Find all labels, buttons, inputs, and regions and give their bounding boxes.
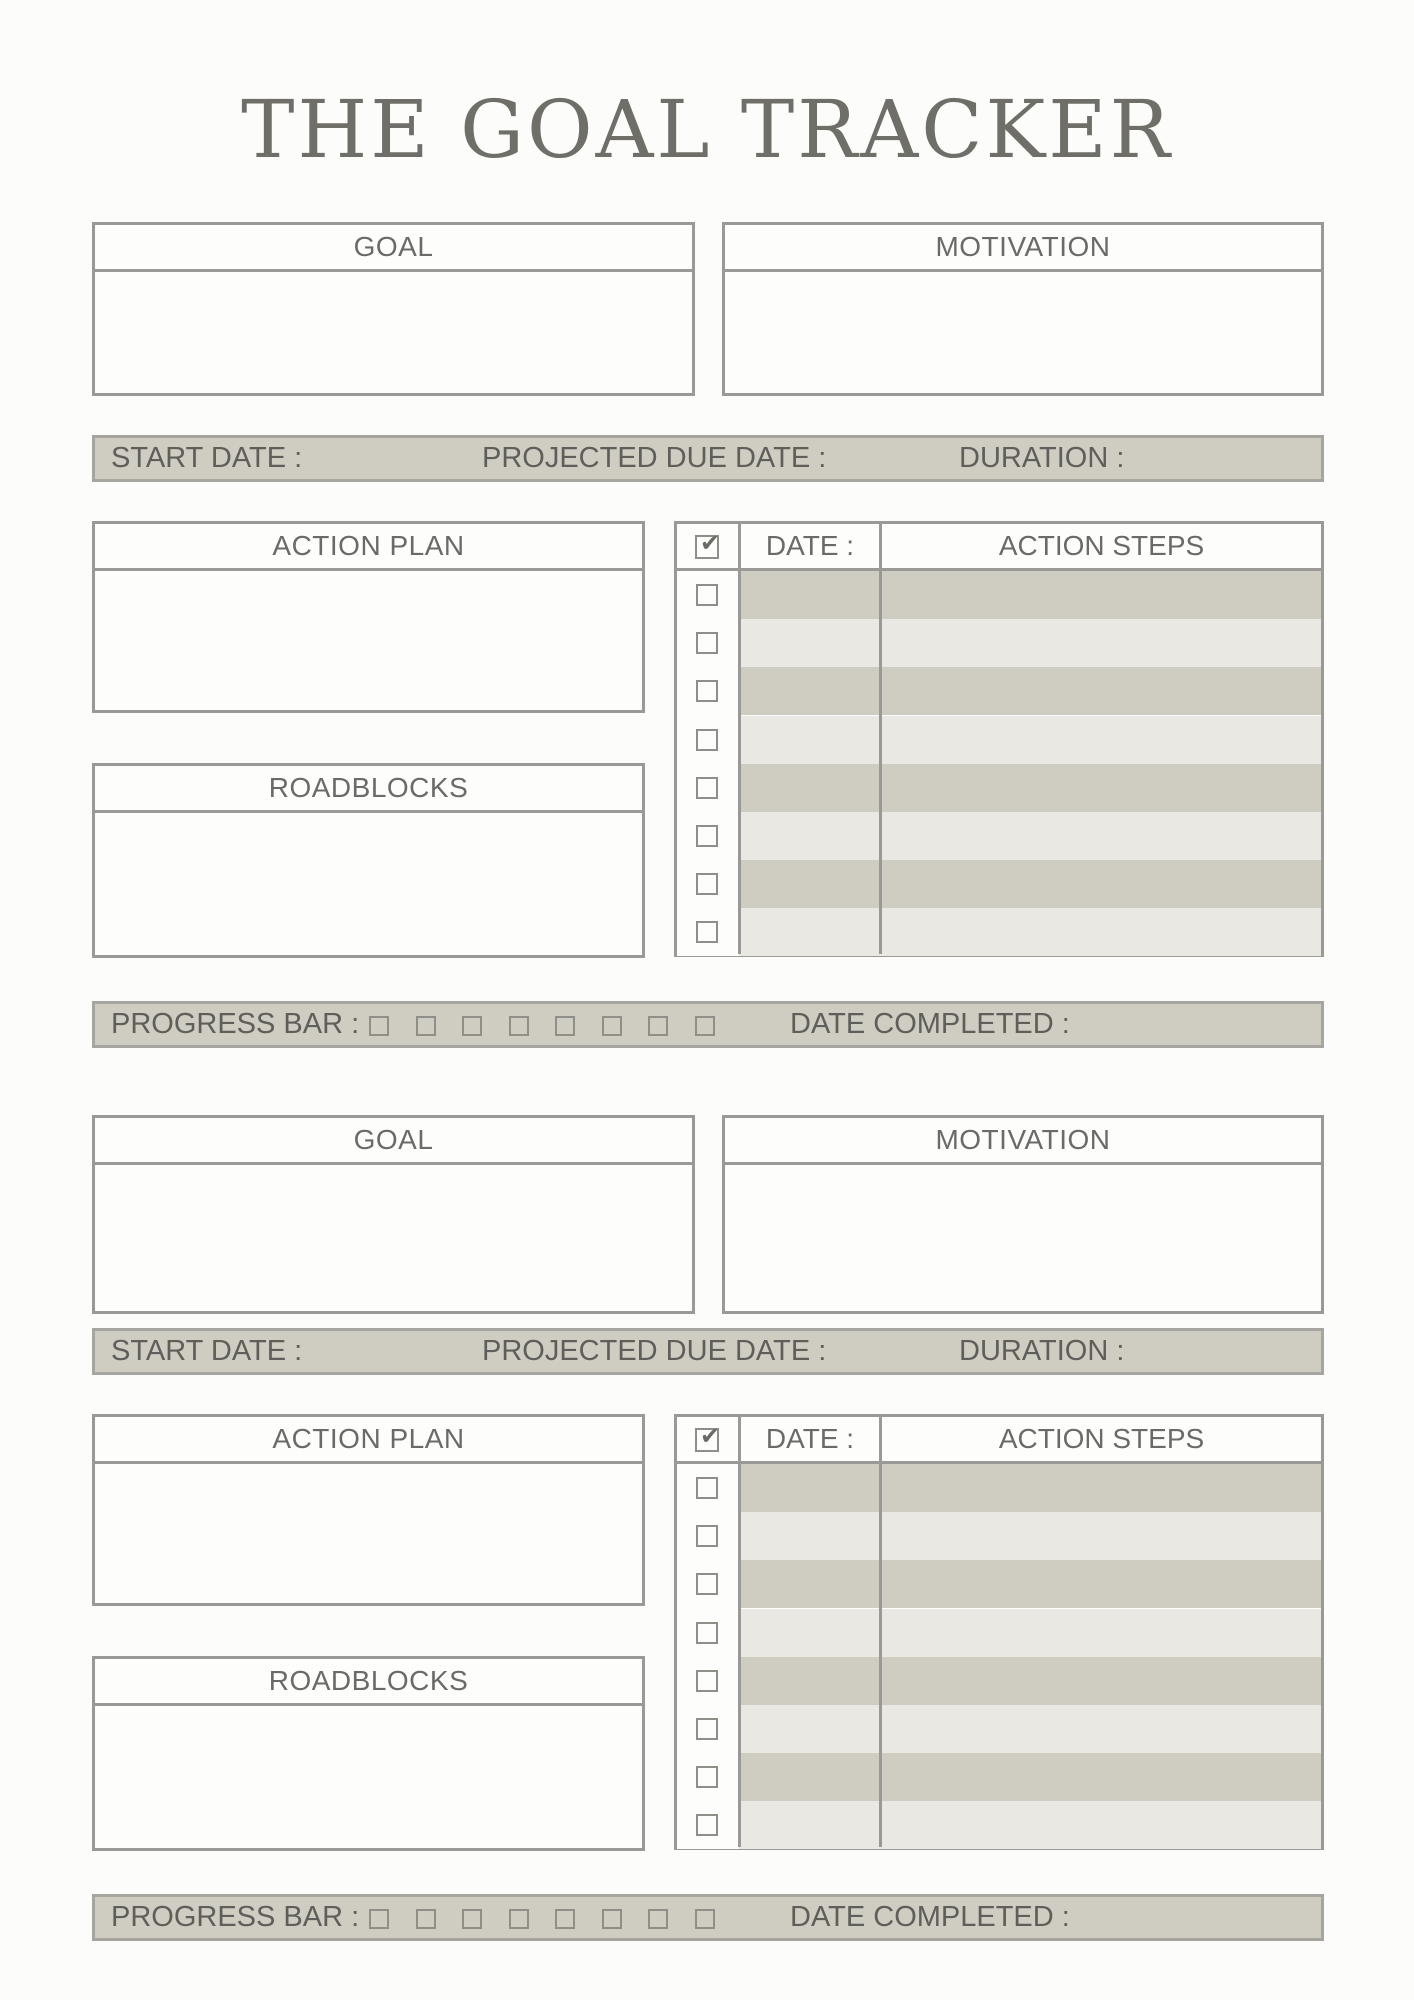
progress-checkbox[interactable]	[648, 1016, 668, 1036]
roadblocks-box[interactable]	[92, 1656, 645, 1851]
step-checkbox[interactable]	[696, 1622, 718, 1644]
checkbox-cell	[677, 571, 739, 619]
step-checkbox[interactable]	[696, 680, 718, 702]
checkbox-cell	[677, 860, 739, 908]
table-row[interactable]	[677, 1705, 1321, 1753]
table-row[interactable]	[677, 812, 1321, 860]
motivation-header: MOTIVATION	[725, 225, 1321, 272]
checkbox-cell	[677, 812, 739, 860]
checkmark-icon: ✔	[700, 1422, 721, 1450]
action-steps-column-header: ACTION STEPS	[998, 530, 1205, 561]
checkbox-cell	[677, 1801, 739, 1849]
projected-due-date-label: PROJECTED DUE DATE :	[482, 442, 827, 474]
roadblocks-header: ROADBLOCKS	[95, 1659, 642, 1706]
progress-checkbox[interactable]	[648, 1909, 668, 1929]
table-row[interactable]	[677, 667, 1321, 715]
table-row[interactable]	[677, 1657, 1321, 1705]
table-row[interactable]	[677, 571, 1321, 619]
step-checkbox[interactable]	[696, 1573, 718, 1595]
checkmark-icon: ✔	[700, 529, 721, 557]
checkbox-cell	[677, 667, 739, 715]
progress-checkbox[interactable]	[555, 1016, 575, 1036]
checked-box-icon	[695, 1422, 721, 1452]
progress-bar-row	[92, 1894, 1324, 1941]
dates-bar	[92, 1328, 1324, 1375]
motivation-box[interactable]	[722, 1115, 1324, 1314]
progress-checkbox[interactable]	[509, 1016, 529, 1036]
duration-label: DURATION :	[959, 442, 1125, 474]
table-header	[677, 524, 1321, 571]
table-row[interactable]	[677, 1801, 1321, 1849]
table-row[interactable]	[677, 764, 1321, 812]
table-row[interactable]	[677, 619, 1321, 667]
table-row[interactable]	[677, 1609, 1321, 1657]
checkbox-cell	[677, 908, 739, 956]
progress-bar-label: PROGRESS BAR :	[111, 1901, 360, 1933]
table-row[interactable]	[677, 860, 1321, 908]
action-plan-header: ACTION PLAN	[95, 1417, 642, 1464]
checkbox-cell	[677, 1753, 739, 1801]
progress-checkbox[interactable]	[416, 1016, 436, 1036]
column-divider	[738, 1417, 741, 1847]
checkbox-cell	[677, 619, 739, 667]
projected-due-date-label: PROJECTED DUE DATE :	[482, 1335, 827, 1367]
goal-header: GOAL	[95, 1118, 692, 1165]
step-checkbox[interactable]	[696, 584, 718, 606]
step-checkbox[interactable]	[696, 873, 718, 895]
step-checkbox[interactable]	[696, 921, 718, 943]
motivation-header: MOTIVATION	[725, 1118, 1321, 1165]
checkbox-cell	[677, 1705, 739, 1753]
goal-header: GOAL	[95, 225, 692, 272]
action-plan-box[interactable]	[92, 521, 645, 713]
action-steps-column-header: ACTION STEPS	[998, 1423, 1205, 1454]
checkbox-cell	[677, 764, 739, 812]
checkbox-cell	[677, 1657, 739, 1705]
step-checkbox[interactable]	[696, 825, 718, 847]
action-steps-table	[674, 1414, 1324, 1850]
step-checkbox[interactable]	[696, 632, 718, 654]
table-row[interactable]	[677, 1464, 1321, 1512]
start-date-label: START DATE :	[111, 442, 303, 474]
progress-checkbox[interactable]	[695, 1909, 715, 1929]
progress-checkbox[interactable]	[369, 1909, 389, 1929]
duration-label: DURATION :	[959, 1335, 1125, 1367]
progress-checkbox[interactable]	[462, 1909, 482, 1929]
goal-box[interactable]	[92, 222, 695, 396]
progress-checkbox[interactable]	[509, 1909, 529, 1929]
dates-bar	[92, 435, 1324, 482]
step-checkbox[interactable]	[696, 1477, 718, 1499]
date-completed-label: DATE COMPLETED :	[790, 1901, 1070, 1933]
progress-checkbox[interactable]	[695, 1016, 715, 1036]
step-checkbox[interactable]	[696, 1766, 718, 1788]
action-plan-box[interactable]	[92, 1414, 645, 1606]
checkbox-cell	[677, 1560, 739, 1608]
checkbox-cell	[677, 1464, 739, 1512]
step-checkbox[interactable]	[696, 729, 718, 751]
checked-box-icon	[695, 529, 721, 559]
roadblocks-box[interactable]	[92, 763, 645, 958]
step-checkbox[interactable]	[696, 1525, 718, 1547]
table-row[interactable]	[677, 716, 1321, 764]
checkbox-cell	[677, 1512, 739, 1560]
column-divider	[738, 524, 741, 954]
action-steps-table	[674, 521, 1324, 957]
table-row[interactable]	[677, 1753, 1321, 1801]
progress-checkbox[interactable]	[462, 1016, 482, 1036]
page-title: THE GOAL TRACKER	[241, 83, 1173, 176]
table-row[interactable]	[677, 1560, 1321, 1608]
checkbox-cell	[677, 716, 739, 764]
step-checkbox[interactable]	[696, 777, 718, 799]
date-column-header: DATE :	[765, 530, 855, 561]
progress-bar-label: PROGRESS BAR :	[111, 1008, 360, 1040]
table-header	[677, 1417, 1321, 1464]
progress-bar-row	[92, 1001, 1324, 1048]
column-divider	[879, 1417, 882, 1847]
column-divider	[879, 524, 882, 954]
action-plan-header: ACTION PLAN	[95, 524, 642, 571]
date-column-header: DATE :	[765, 1423, 855, 1454]
progress-checkbox[interactable]	[602, 1909, 622, 1929]
motivation-box[interactable]	[722, 222, 1324, 396]
step-checkbox[interactable]	[696, 1670, 718, 1692]
step-checkbox[interactable]	[696, 1814, 718, 1836]
start-date-label: START DATE :	[111, 1335, 303, 1367]
roadblocks-header: ROADBLOCKS	[95, 766, 642, 813]
progress-checkbox[interactable]	[602, 1016, 622, 1036]
goal-box[interactable]	[92, 1115, 695, 1314]
step-checkbox[interactable]	[696, 1718, 718, 1740]
date-completed-label: DATE COMPLETED :	[790, 1008, 1070, 1040]
table-row[interactable]	[677, 908, 1321, 956]
progress-checkbox[interactable]	[369, 1016, 389, 1036]
table-row[interactable]	[677, 1512, 1321, 1560]
progress-checkbox[interactable]	[555, 1909, 575, 1929]
progress-checkbox[interactable]	[416, 1909, 436, 1929]
checkbox-cell	[677, 1609, 739, 1657]
